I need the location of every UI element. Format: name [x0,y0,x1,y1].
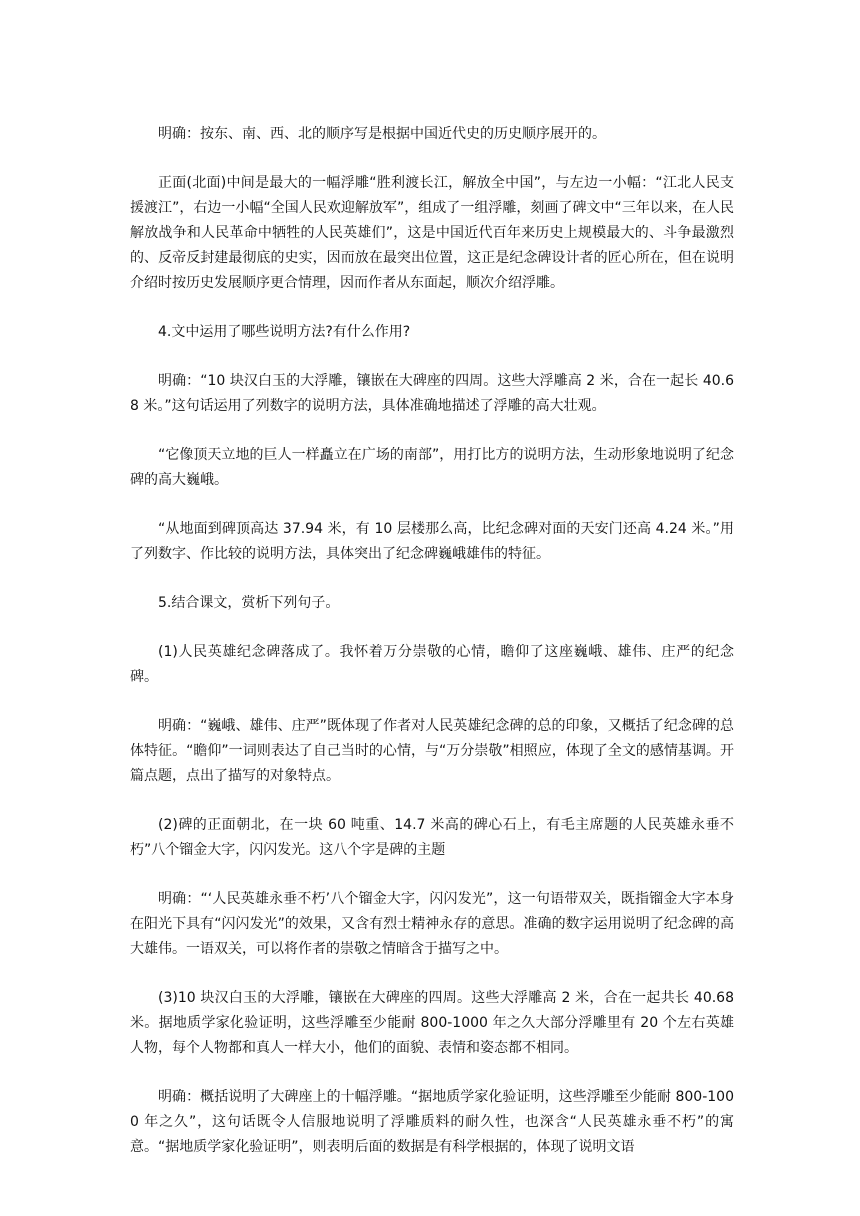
question-4: 4.文中运用了哪些说明方法?有什么作用? [158,324,411,340]
paragraph-gap [130,789,734,813]
paragraph-gap [130,863,734,887]
paragraph-gap [130,345,734,369]
paragraph-gap [130,1061,734,1085]
paragraph-gap [130,147,734,171]
paragraph-metaphor: “它像顶天立地的巨人一样矗立在广场的南部”，用打比方的说明方法，生动形象地说明了纪念碑的高大巍峨。 [130,447,734,488]
paragraph-north-relief: 正面(北面)中间是最大的一幅浮雕“胜利渡长江，解放全中国”，与左边一小幅：“江北人民支援渡江”，右边一小幅“全国人民欢迎解放军”，组成了一组浮雕，刻画了碑文中“三年以来，在人民解放战争和人民革命中牺牲的人民英雄们”，这是中国近代百年来历史上规模最大的、斗争最激烈的、反帝反封建最彻底的史实，因而放在最突出位置，这正是纪念碑设计者的匠心所在，但在说明介绍时按历史发展顺序更合情理，因而作者从东面起，顺次介绍浮雕。 [130,175,734,291]
paragraph-gap [130,962,734,986]
paragraph-gap [130,567,734,591]
sentence-3: (3)10 块汉白玉的大浮雕，镶嵌在大碑座的四周。这些大浮雕高 2 米，合在一起共长 40.68 米。据地质学家化验证明，这些浮雕至少能耐 800-1000 年之久大部分浮雕里有 20 个左右英雄人物，每个人物都和真人一样大小，他们的面貌、表情和姿态都不相同。 [130,990,734,1056]
document-body [130,122,734,1160]
paragraph-answer-numbers: 明确：“10 块汉白玉的大浮雕，镶嵌在大碑座的四周。这些大浮雕高 2 米，合在一起长 40.68 米。”这句话运用了列数字的说明方法，具体准确地描述了浮雕的高大壮观。 [130,373,734,414]
sentence-3-answer: 明确：概括说明了大碑座上的十幅浮雕。“据地质学家化验证明，这些浮雕至少能耐 800-1000 年之久”，这句话既令人信服地说明了浮雕质料的耐久性，也深含“人民英雄永垂不朽”的寓意。“据地质学家化验证明”，则表明后面的数据是有科学根据的，体现了说明文语 [130,1089,734,1155]
paragraph-gap [130,419,734,443]
paragraph-gap [130,296,734,320]
paragraph-gap [130,616,734,640]
sentence-1: (1)人民英雄纪念碑落成了。我怀着万分崇敬的心情，瞻仰了这座巍峨、雄伟、庄严的纪念碑。 [130,644,734,685]
sentence-2-answer: 明确：“‘人民英雄永垂不朽’八个镏金大字，闪闪发光”，这一句语带双关，既指镏金大字本身在阳光下具有“闪闪发光”的效果，又含有烈士精神永存的意思。准确的数字运用说明了纪念碑的高大雄伟。一语双关，可以将作者的崇敬之情暗含于描写之中。 [130,891,734,957]
paragraph-gap [130,690,734,714]
sentence-1-answer: 明确：“巍峨、雄伟、庄严”既体现了作者对人民英雄纪念碑的总的印象，又概括了纪念碑的总体特征。“瞻仰”一词则表达了自己当时的心情，与“万分崇敬”相照应，体现了全文的感情基调。开篇点题，点出了描写的对象特点。 [130,718,734,784]
paragraph-answer-order: 明确：按东、南、西、北的顺序写是根据中国近代史的历史顺序展开的。 [158,126,606,142]
paragraph-comparison: “从地面到碑顶高达 37.94 米，有 10 层楼那么高，比纪念碑对面的天安门还高 4.24 米。”用了列数字、作比较的说明方法，具体突出了纪念碑巍峨雄伟的特征。 [130,521,734,562]
question-5: 5.结合课文，赏析下列句子。 [158,595,340,611]
paragraph-gap [130,493,734,517]
sentence-2: (2)碑的正面朝北，在一块 60 吨重、14.7 米高的碑心石上，有毛主席题的人民英雄永垂不朽”八个镏金大字，闪闪发光。这八个字是碑的主题 [130,817,734,858]
